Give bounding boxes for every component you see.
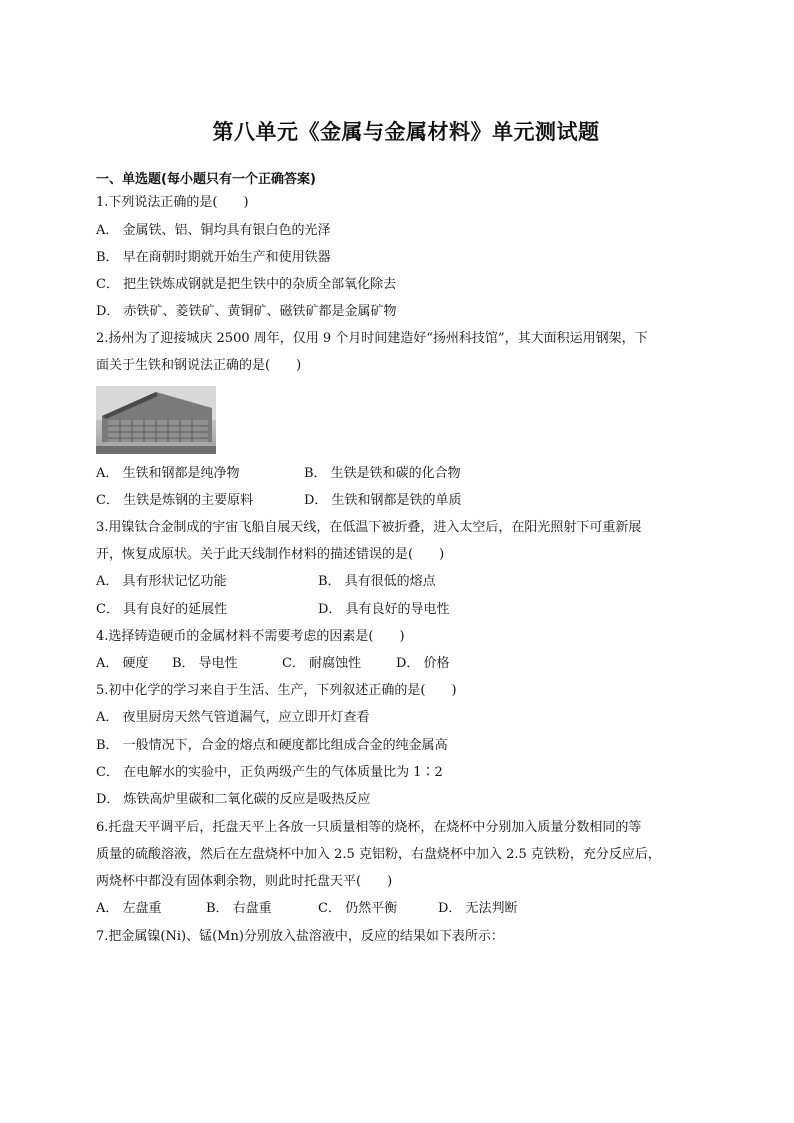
q1-option-d: D． 赤铁矿、菱铁矿、黄铜矿、磁铁矿都是金属矿物: [96, 304, 397, 319]
q6-stem-line1: 6.托盘天平调平后，托盘天平上各放一只质量相等的烧杯，在烧杯中分别加入质量分数相同的等: [96, 820, 642, 835]
q1-option-c: C． 把生铁炼成钢就是把生铁中的杂质全部氧化除去: [96, 277, 397, 292]
q6-option-d: D． 无法判断: [438, 901, 518, 916]
q2-option-d: D． 生铁和钢都是铁的单质: [304, 493, 462, 508]
q5-option-b: B． 一般情况下，合金的熔点和硬度都比组成合金的纯金属高: [96, 738, 448, 753]
q6-stem-line3: 两烧杯中都没有固体剩余物，则此时托盘天平( ): [96, 874, 393, 889]
q2-option-b: B． 生铁是铁和碳的化合物: [304, 466, 461, 481]
q3-stem-line2: 开，恢复成原状。关于此天线制作材料的描述错误的是( ): [96, 547, 445, 562]
q2-option-c: C． 生铁是炼钢的主要原料: [96, 493, 254, 508]
q4-stem: 4.选择铸造硬币的金属材料不需要考虑的因素是( ): [96, 629, 405, 644]
q1-stem: 1.下列说法正确的是( ): [96, 195, 249, 210]
q4-option-c: C． 耐腐蚀性: [282, 656, 362, 671]
q3-stem-line1: 3.用镍钛合金制成的宇宙飞船自展天线，在低温下被折叠，进入太空后，在阳光照射下可重新展: [96, 520, 642, 535]
q6-option-a: A． 左盘重: [96, 901, 162, 916]
q3-option-a: A． 具有形状记忆功能: [96, 574, 227, 589]
q2-options-row-1: [96, 465, 716, 483]
q2-options-row-2: [96, 492, 716, 510]
q6-option-b: B． 右盘重: [206, 901, 272, 916]
q2-option-a: A． 生铁和钢都是纯净物: [96, 466, 240, 481]
q3-options-row-2: [96, 601, 716, 619]
q5-option-d: D． 炼铁高炉里碳和二氧化碳的反应是吸热反应: [96, 792, 371, 807]
q1-option-b: B． 早在商朝时期就开始生产和使用铁器: [96, 250, 331, 265]
section-heading: 一、单选题(每小题只有一个正确答案): [96, 172, 316, 187]
q2-stem-line1: 2.扬州为了迎接城庆 2500 周年，仅用 9 个月时间建造好“扬州科技馆”，其大面积运用钢架，下: [96, 331, 648, 346]
q6-option-c: C． 仍然平衡: [318, 901, 398, 916]
q4-options-row: [96, 655, 716, 673]
q3-options-row-1: [96, 573, 716, 591]
q4-option-d: D． 价格: [396, 656, 450, 671]
q3-option-b: B． 具有很低的熔点: [318, 574, 436, 589]
q7-stem: 7.把金属镍(Ni)、锰(Mn)分别放入盐溶液中，反应的结果如下表所示：: [96, 929, 504, 944]
q6-options-row: [96, 900, 716, 918]
q3-option-c: C． 具有良好的延展性: [96, 602, 228, 617]
q5-option-a: A． 夜里厨房天然气管道漏气，应立即开灯查看: [96, 710, 370, 725]
science-museum-photo: [96, 386, 216, 454]
q4-option-a: A． 硬度: [96, 656, 149, 671]
q6-stem-line2: 质量的硫酸溶液，然后在左盘烧杯中加入 2.5 克铝粉，右盘烧杯中加入 2.5 克铁粉，充分反应后，: [96, 847, 661, 862]
q2-stem-line2: 面关于生铁和钢说法正确的是( ): [96, 358, 302, 373]
q5-option-c: C． 在电解水的实验中，正负两级产生的气体质量比为 1∶2: [96, 765, 443, 780]
page-title: 第八单元《金属与金属材料》单元测试题: [212, 120, 600, 144]
q3-option-d: D． 具有良好的导电性: [318, 602, 450, 617]
q5-stem: 5.初中化学的学习来自于生活、生产，下列叙述正确的是( ): [96, 683, 457, 698]
q1-option-a: A． 金属铁、铝、铜均具有银白色的光泽: [96, 223, 331, 238]
q4-option-b: B． 导电性: [172, 656, 238, 671]
building-illustration: [96, 386, 216, 454]
